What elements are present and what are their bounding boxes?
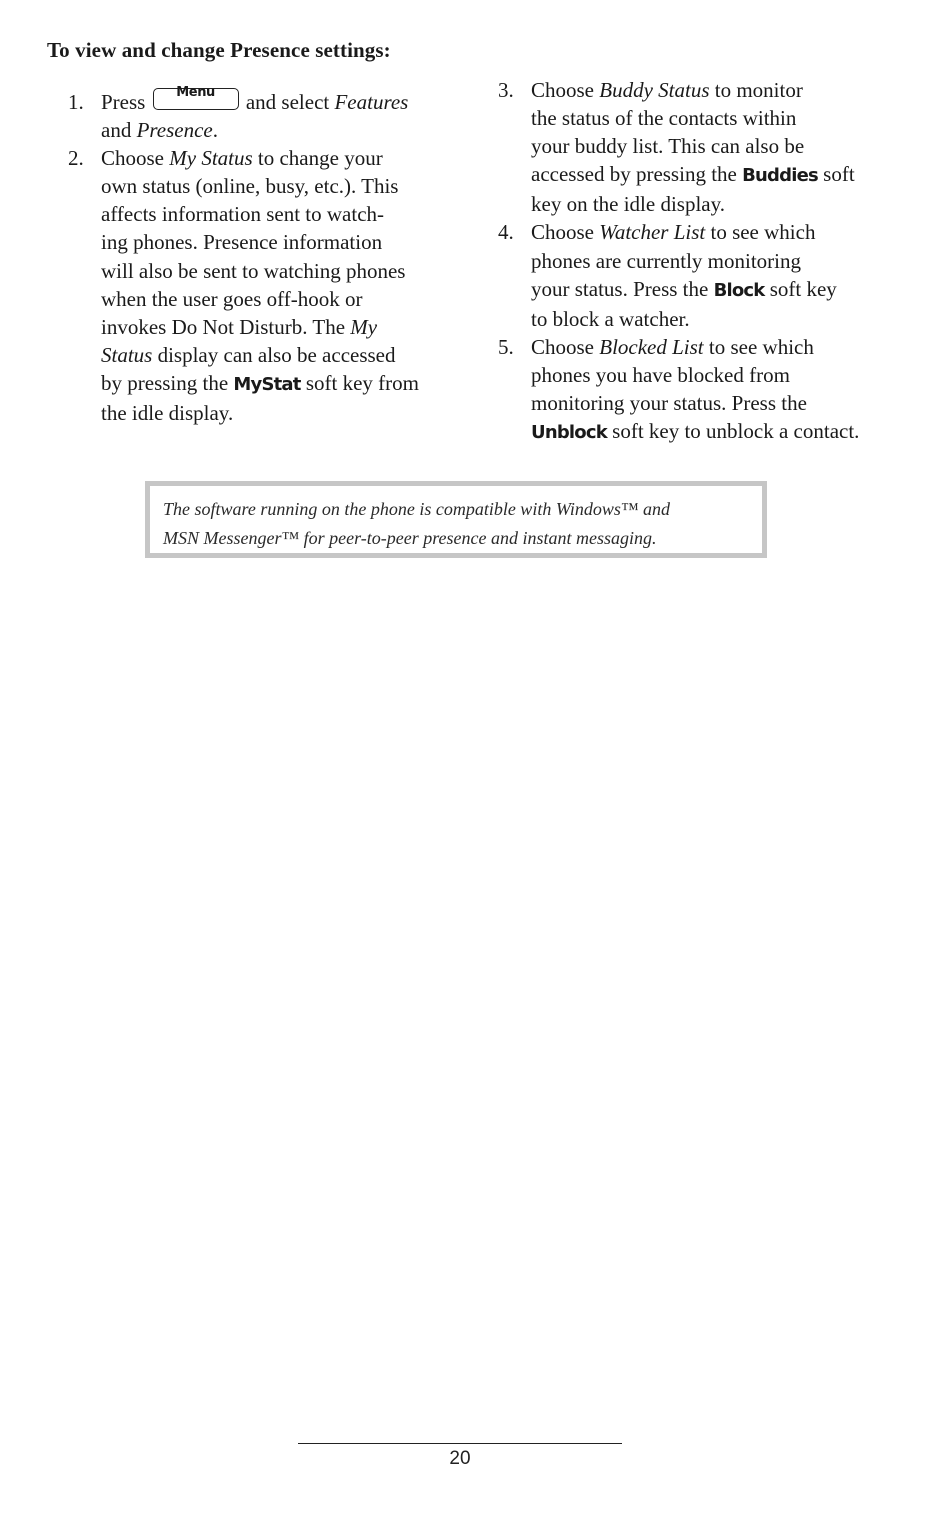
- menu-key-label: Menu: [176, 85, 215, 100]
- mystat-softkey-label: MyStat: [233, 373, 301, 395]
- step-1: 1. Press Menu and select Features and Presence.: [68, 85, 409, 143]
- blocked-list-option: Blocked List: [599, 334, 704, 359]
- buddy-status-option: Buddy Status: [599, 78, 710, 102]
- unblock-softkey-label: Unblock: [531, 422, 607, 444]
- page-number: 20: [449, 1448, 471, 1469]
- block-softkey-label: Block: [713, 279, 765, 301]
- step-number: 1.: [68, 90, 84, 114]
- step-number: 3.: [498, 78, 514, 102]
- my-status-option: My Status: [169, 146, 253, 171]
- step-2: 2. Choose My Status to change your own status (online, busy, etc.). This affects information sent to watch- ing phones. Presence information will also be sent to watching phones when the user goes off-hook or invokes Do Not Disturb. The My Status display can also be accessed by pressing the MyStat soft key from the idle display.: [68, 146, 419, 426]
- step-number: 4.: [498, 220, 514, 245]
- step-number: 5.: [498, 334, 514, 359]
- steps-left-column: [68, 85, 448, 427]
- buddies-softkey-label: Buddies: [742, 165, 818, 187]
- step-number: 2.: [68, 146, 84, 171]
- step-4: 4. Choose Watcher List to see which phones are currently monitoring your status. Press the Block soft key to block a watcher.: [498, 220, 837, 331]
- compatibility-note: [145, 481, 767, 558]
- section-heading: To view and change Presence settings:: [47, 38, 391, 62]
- step-3: 3. Choose Buddy Status to monitor the status of the contacts within your buddy list. This can also be accessed by pressing the Buddies soft key on the idle display.: [498, 78, 855, 217]
- steps-right-column: [498, 76, 893, 447]
- menu-key-icon: [153, 85, 239, 110]
- watcher-list-option: Watcher List: [599, 220, 706, 245]
- footer-rule: [298, 1443, 622, 1444]
- step-5: 5. Choose Blocked List to see which phones you have blocked from monitoring your status. Press the Unblock soft key to unblock a contact.: [498, 334, 860, 444]
- note-line-2: MSN Messenger™ for peer-to-peer presence and instant messaging.: [163, 527, 657, 548]
- note-line-1: The software running on the phone is compatible with Windows™ and: [163, 499, 670, 519]
